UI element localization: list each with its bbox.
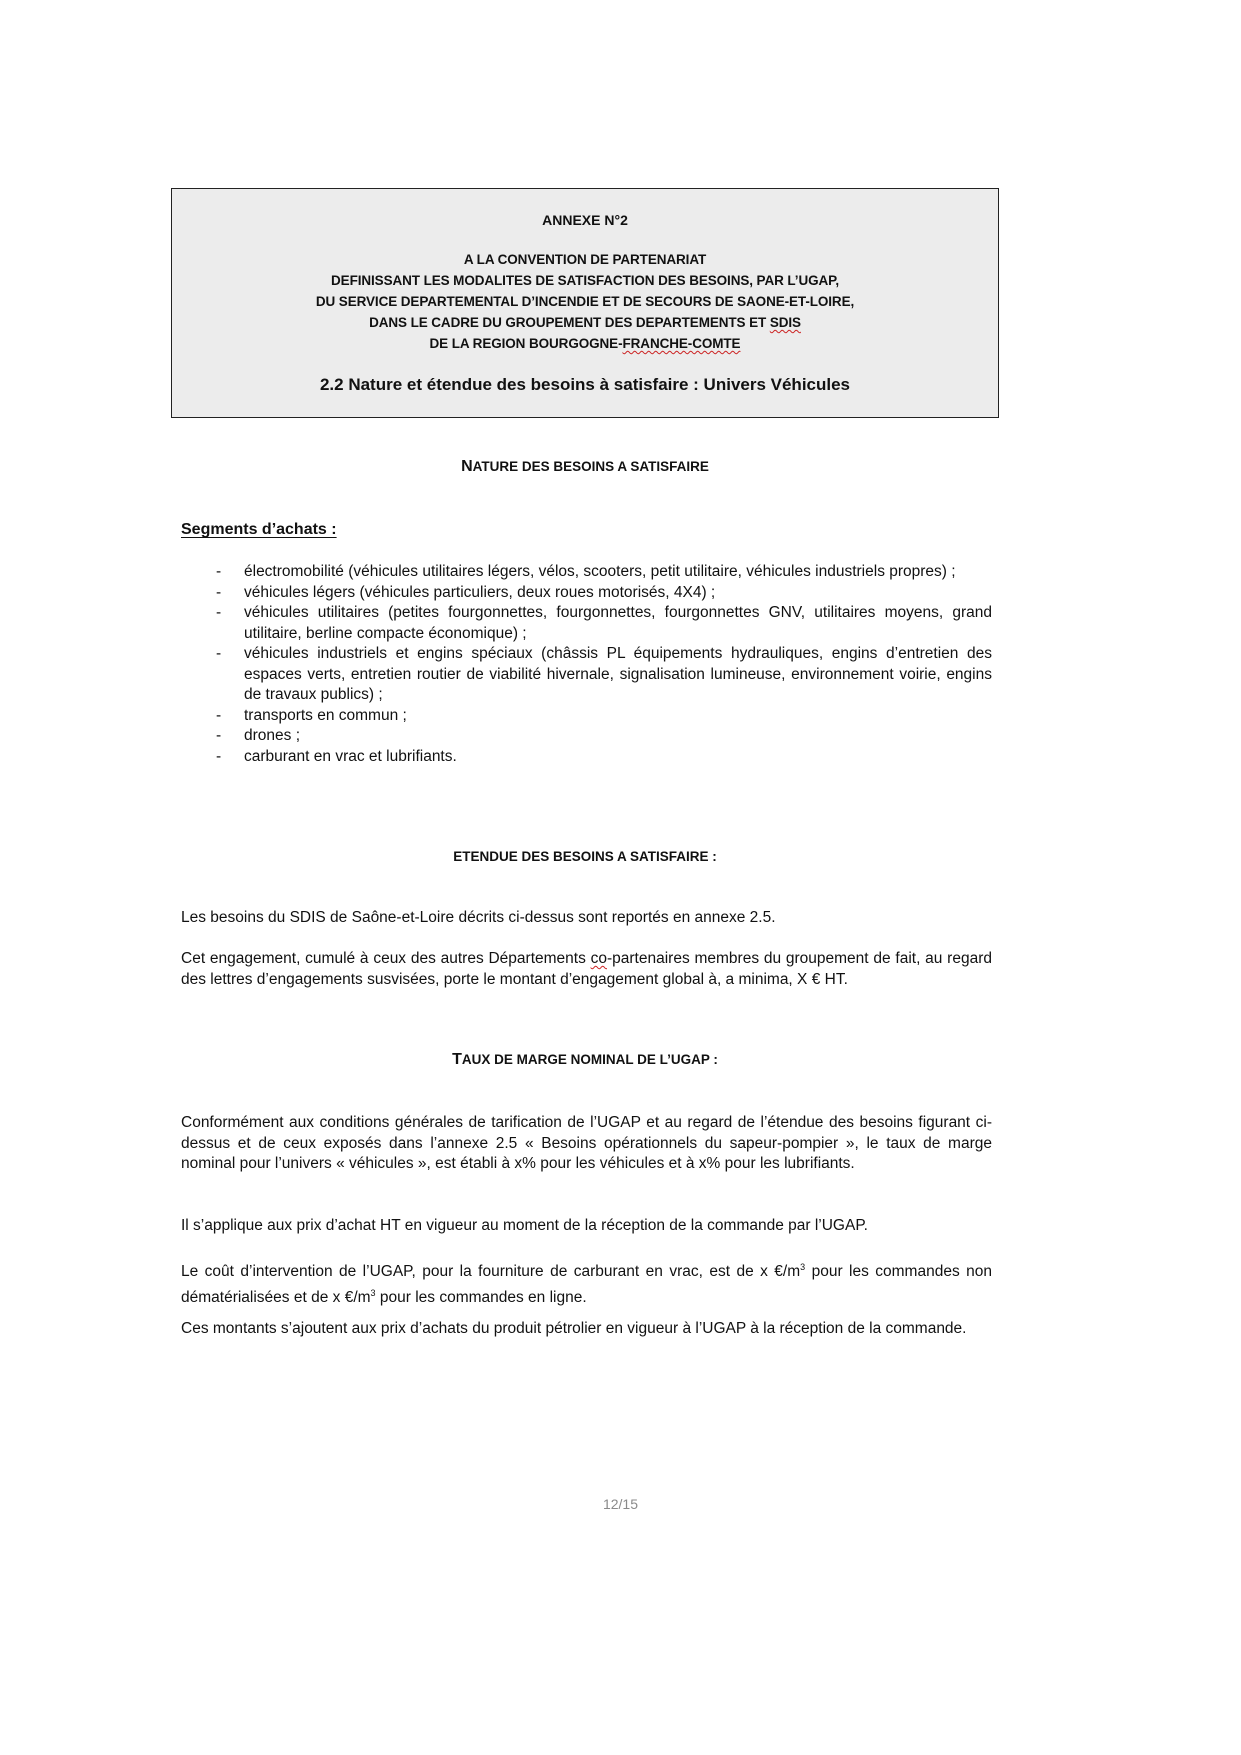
segments-heading: Segments d’achats : xyxy=(181,521,337,538)
header-line-definissant: DEFINISSANT LES MODALITES DE SATISFACTION DES BESOINS, PAR L’UGAP, xyxy=(331,273,839,288)
taux-paragraph-1: Conformément aux conditions générales de tarification de l’UGAP et au regard de l’étendue des besoins figurant ci-dessus et de ceux exposés dans l’annexe 2.5 « Besoins opérationnels du sapeur-pompier », le taux de marge nominal pour l’univers « véhicules », est établi à x% pour les véhicules et à x% pour les lubrifiants. xyxy=(181,1114,992,1172)
list-item-text: drones ; xyxy=(244,727,301,744)
taux-paragraph-3-b: pour les commandes non dématérialisées et de x €/m xyxy=(181,1263,992,1306)
superscript-3: 3 xyxy=(800,1262,806,1272)
taux-heading xyxy=(171,1051,999,1069)
list-item-text: véhicules légers (véhicules particuliers, deux roues motorisés, 4X4) ; xyxy=(244,583,716,601)
header-line-region xyxy=(172,336,998,351)
etendue-paragraph-2-end: -partenaires membres du groupement de fait, au regard des lettres d’engagements susvisées, porte le montant d’engagement global à, a minima, X € HT. xyxy=(181,950,992,988)
list-item: - transports en commun ; xyxy=(216,706,407,724)
section-title: 2.2 Nature et étendue des besoins à satisfaire : Univers Véhicules xyxy=(319,375,851,394)
etendue-paragraph-1: Les besoins du SDIS de Saône-et-Loire décrits ci-dessus sont reportés en annexe 2.5. xyxy=(181,909,776,926)
header-line-service: DU SERVICE DEPARTEMENTAL D’INCENDIE ET DE SECOURS DE SAONE-ET-LOIRE, xyxy=(315,294,855,309)
list-item: - véhicules industriels et engins spéciaux (châssis PL équipements hydrauliques, engins d’entretien des espaces verts, entretien routier de viabilité hivernale, signalisation lumineuse, environnement voirie, engins de travaux publics) ; xyxy=(216,645,992,703)
spellcheck-word-franche-comte: FRANCHE-COMTE xyxy=(622,336,741,351)
spellcheck-word-sdis: SDIS xyxy=(769,315,801,330)
taux-paragraph-4: Ces montants s’ajoutent aux prix d’achats du produit pétrolier en vigueur à l’UGAP à la réception de la commande. xyxy=(181,1320,967,1337)
header-line-groupement-text: DANS LE CADRE DU GROUPEMENT DES DEPARTEMENTS ET xyxy=(369,315,770,330)
page-number: 12/15 xyxy=(602,1496,639,1512)
annex-header-box xyxy=(171,188,999,418)
nature-heading-rest: ATURE DES BESOINS A SATISFAIRE xyxy=(472,459,709,474)
superscript-3: 3 xyxy=(370,1287,376,1298)
etendue-paragraph-2 xyxy=(181,949,992,990)
taux-heading-initial: T xyxy=(452,1051,462,1068)
header-line-convention: A LA CONVENTION DE PARTENARIAT xyxy=(463,252,707,267)
header-line-region-text: DE LA REGION BOURGOGNE- xyxy=(429,336,623,351)
list-item: - électromobilité (véhicules utilitaires légers, vélos, scooters, petit utilitaire, véhicules industriels propres) ; xyxy=(216,563,956,580)
taux-paragraph-3 xyxy=(181,1257,992,1308)
etendue-paragraph-2-start: Cet engagement, cumulé à ceux des autres Départements xyxy=(181,950,591,967)
list-item: - carburant en vrac et lubrifiants. xyxy=(216,747,457,765)
list-item-text: carburant en vrac et lubrifiants. xyxy=(244,747,457,765)
list-item-text: véhicules industriels et engins spéciaux (châssis PL équipements hydrauliques, engins d’entretien des espaces verts, entretien routier de viabilité hivernale, signalisation lumineuse, environnement voirie, engins de travaux publics) ; xyxy=(244,645,992,703)
etendue-heading: ETENDUE DES BESOINS A SATISFAIRE : xyxy=(453,849,717,864)
taux-paragraph-2: Il s’applique aux prix d’achat HT en vigueur au moment de la réception de la commande par l’UGAP. xyxy=(181,1217,868,1234)
list-item: - véhicules utilitaires (petites fourgonnettes, fourgonnettes, fourgonnettes GNV, utilitaires moyens, grand utilitaire, berline compacte économique) ; xyxy=(216,604,992,642)
taux-paragraph-3-c: pour les commandes en ligne. xyxy=(375,1288,587,1306)
list-item-text: véhicules utilitaires (petites fourgonnettes, fourgonnettes, fourgonnettes GNV, utilitaires moyens, grand utilitaire, berline compacte économique) ; xyxy=(244,604,992,642)
taux-heading-rest: AUX DE MARGE NOMINAL DE L’UGAP : xyxy=(461,1052,718,1067)
annex-number: ANNEXE N°2 xyxy=(542,212,628,228)
segments-list xyxy=(216,562,992,767)
nature-heading-initial: N xyxy=(461,458,473,475)
spellcheck-word-co: co xyxy=(590,950,607,967)
list-item-text: transports en commun ; xyxy=(244,706,407,724)
header-line-groupement xyxy=(172,315,998,330)
list-item: - véhicules légers (véhicules particuliers, deux roues motorisés, 4X4) ; xyxy=(216,583,716,601)
list-item-text: électromobilité (véhicules utilitaires légers, vélos, scooters, petit utilitaire, véhicules industriels propres) ; xyxy=(244,563,956,580)
taux-paragraph-3-a: Le coût d’intervention de l’UGAP, pour la fourniture de carburant en vrac, est de x €/m xyxy=(181,1263,801,1281)
list-item: - drones ; xyxy=(216,727,301,744)
nature-heading xyxy=(171,458,999,476)
